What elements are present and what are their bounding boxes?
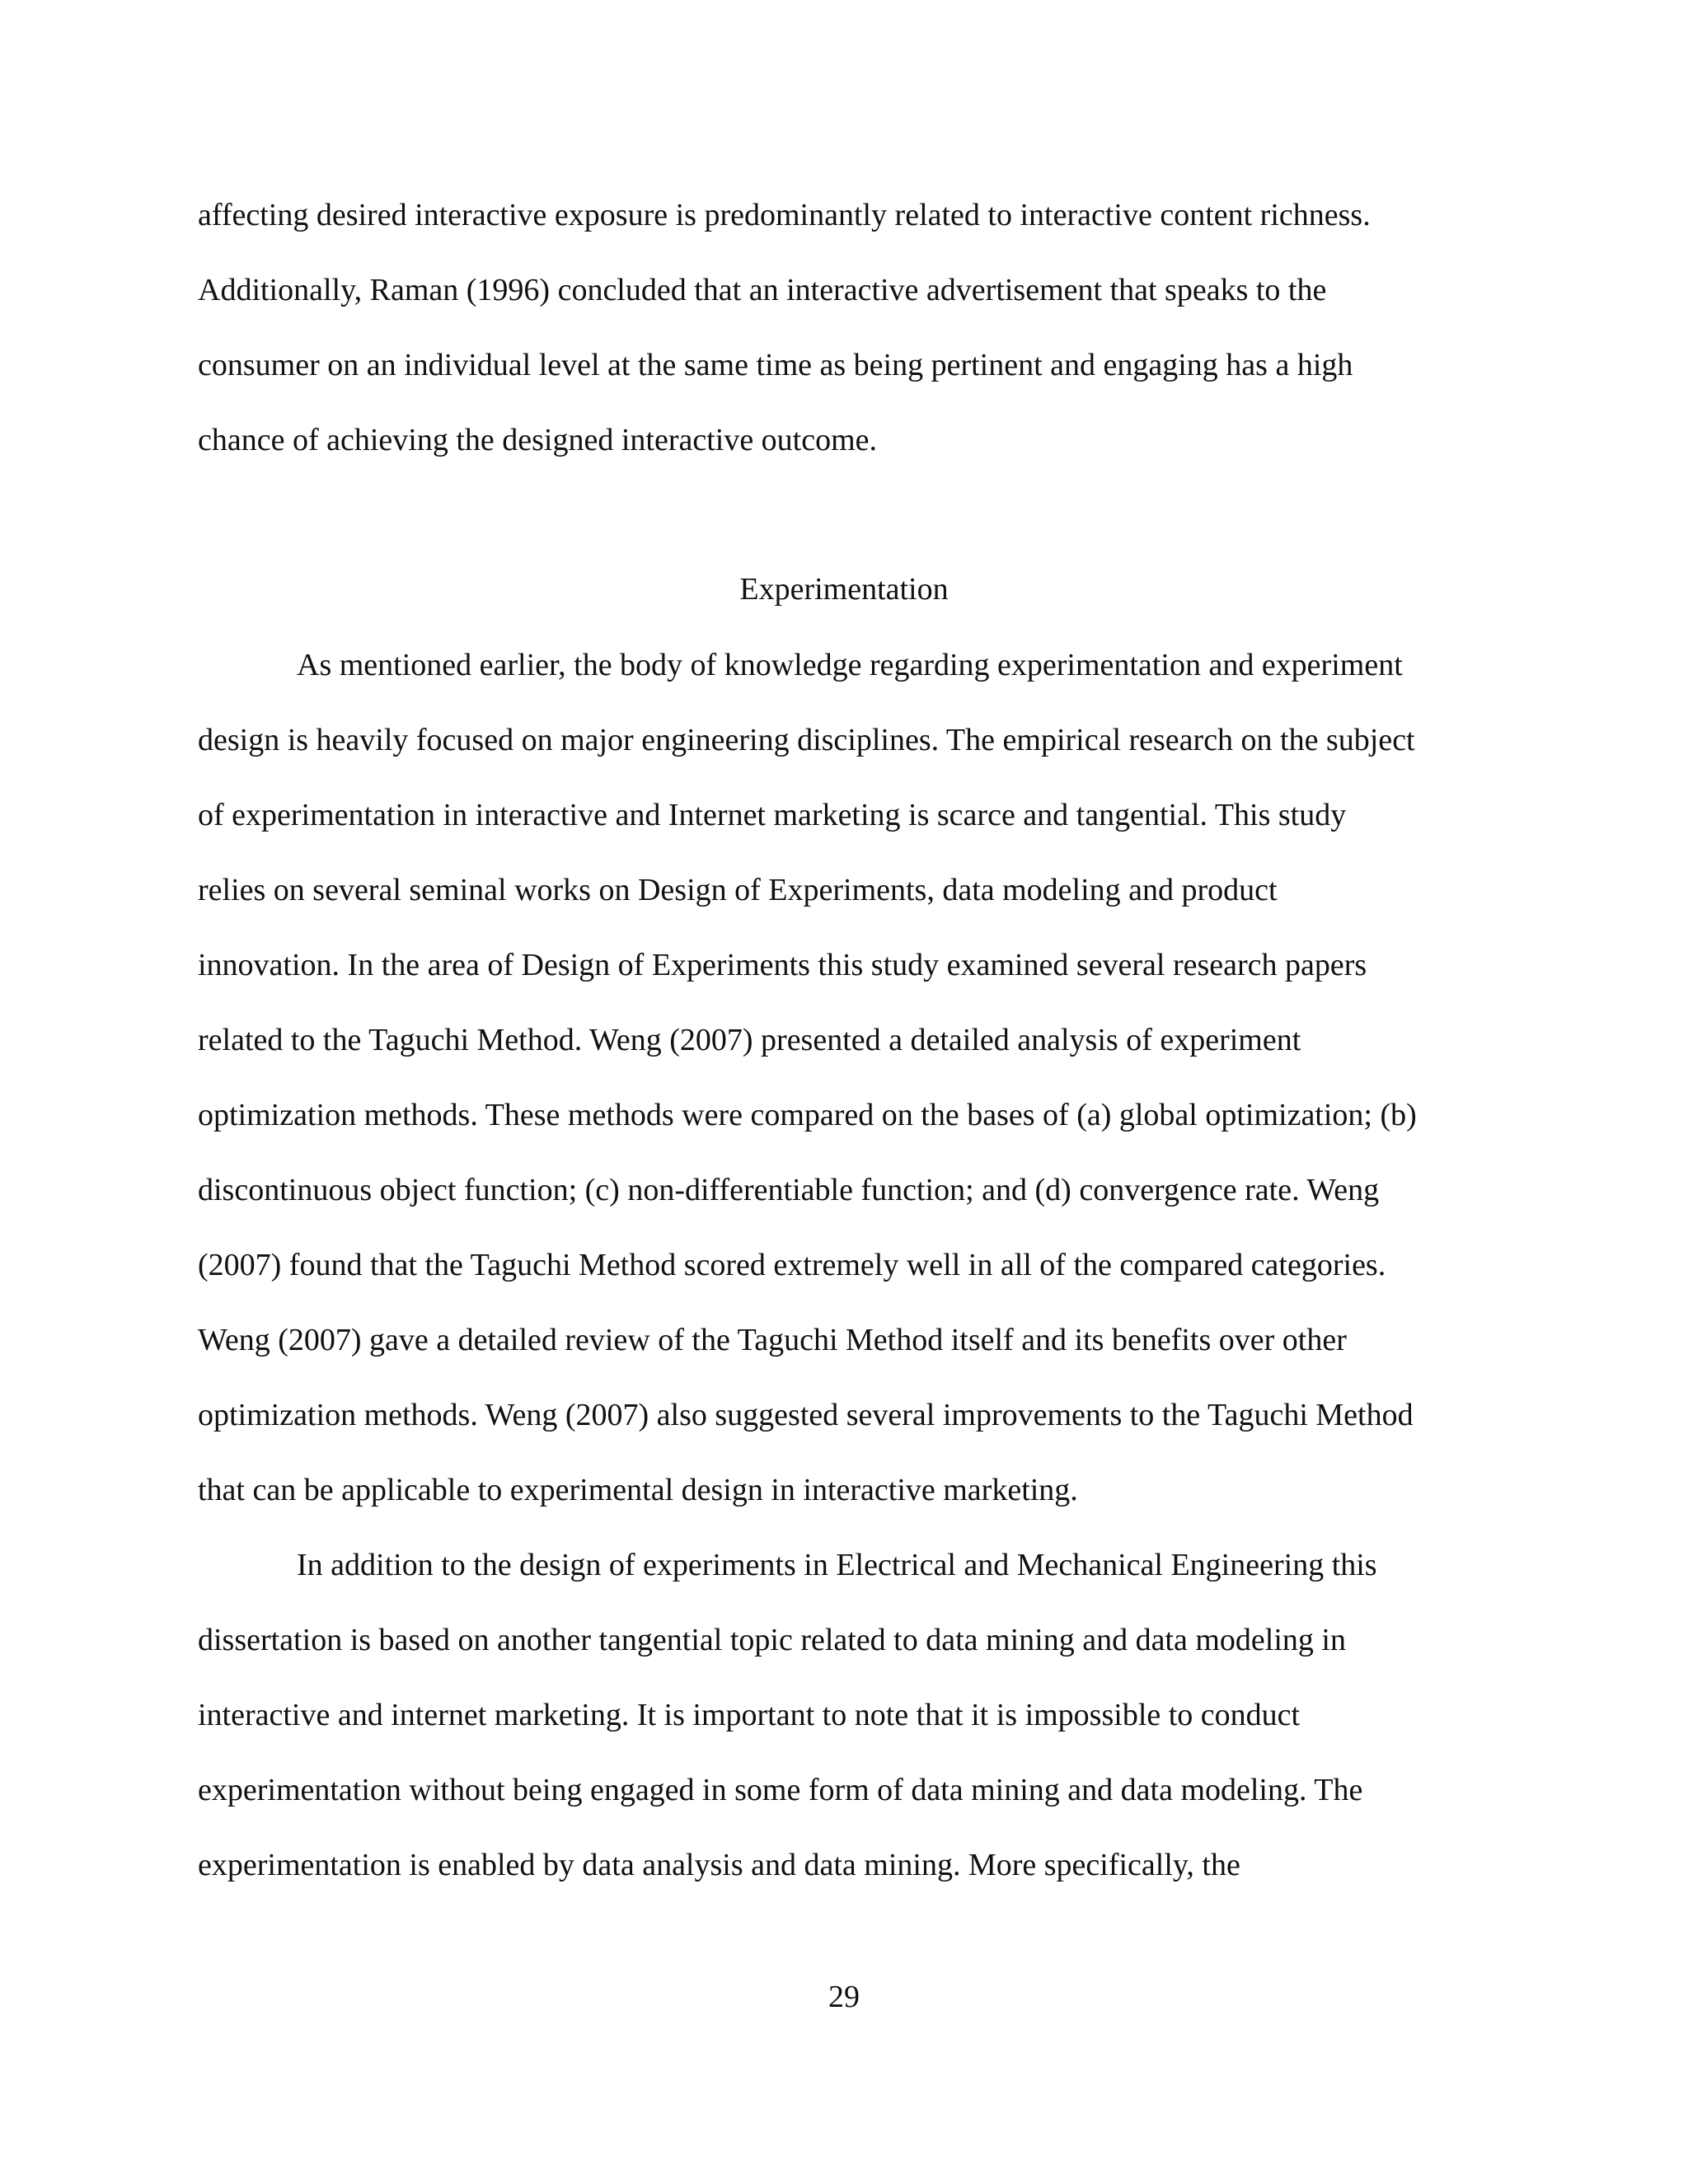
paragraph-line: that can be applicable to experimental design in interactive marketing. — [198, 1473, 1078, 1507]
paragraph-line: relies on several seminal works on Design of Experiments, data modeling and product — [198, 873, 1278, 907]
paragraph-line: related to the Taguchi Method. Weng (2007) presented a detailed analysis of experiment — [198, 1023, 1301, 1057]
paragraph-line: of experimentation in interactive and Internet marketing is scarce and tangential. This study — [198, 798, 1347, 832]
paragraph-line: discontinuous object function; (c) non-differentiable function; and (d) convergence rate. Weng — [198, 1173, 1380, 1207]
paragraph-line: As mentioned earlier, the body of knowledge regarding experimentation and experiment — [297, 648, 1403, 682]
paragraph-line: chance of achieving the designed interactive outcome. — [198, 423, 878, 457]
paragraph-line: Additionally, Raman (1996) concluded that an interactive advertisement that speaks to the — [198, 273, 1327, 307]
paragraph-line: experimentation without being engaged in some form of data mining and data modeling. The — [198, 1773, 1363, 1807]
section-heading: Experimentation — [739, 572, 949, 607]
paragraph-line: design is heavily focused on major engineering disciplines. The empirical research on the subject — [198, 723, 1415, 757]
paragraph-line: consumer on an individual level at the same time as being pertinent and engaging has a high — [198, 348, 1353, 382]
paragraph-line: (2007) found that the Taguchi Method scored extremely well in all of the compared categories. — [198, 1248, 1386, 1282]
paragraph-line: affecting desired interactive exposure is predominantly related to interactive content richness. — [198, 198, 1371, 232]
paragraph-line: optimization methods. These methods were compared on the bases of (a) global optimization; (b) — [198, 1098, 1417, 1132]
paragraph-line: interactive and internet marketing. It is important to note that it is impossible to conduct — [198, 1698, 1301, 1732]
paragraph-line: Weng (2007) gave a detailed review of the Taguchi Method itself and its benefits over other — [198, 1323, 1347, 1357]
paragraph-line: innovation. In the area of Design of Experiments this study examined several research papers — [198, 948, 1367, 982]
paragraph-line: experimentation is enabled by data analysis and data mining. More specifically, the — [198, 1848, 1240, 1882]
paragraph-line: optimization methods. Weng (2007) also suggested several improvements to the Taguchi Method — [198, 1398, 1414, 1432]
page-number: 29 — [828, 1980, 860, 2014]
paragraph-line: In addition to the design of experiments in Electrical and Mechanical Engineering this — [297, 1548, 1377, 1582]
paragraph-line: dissertation is based on another tangential topic related to data mining and data modeling in — [198, 1623, 1346, 1657]
